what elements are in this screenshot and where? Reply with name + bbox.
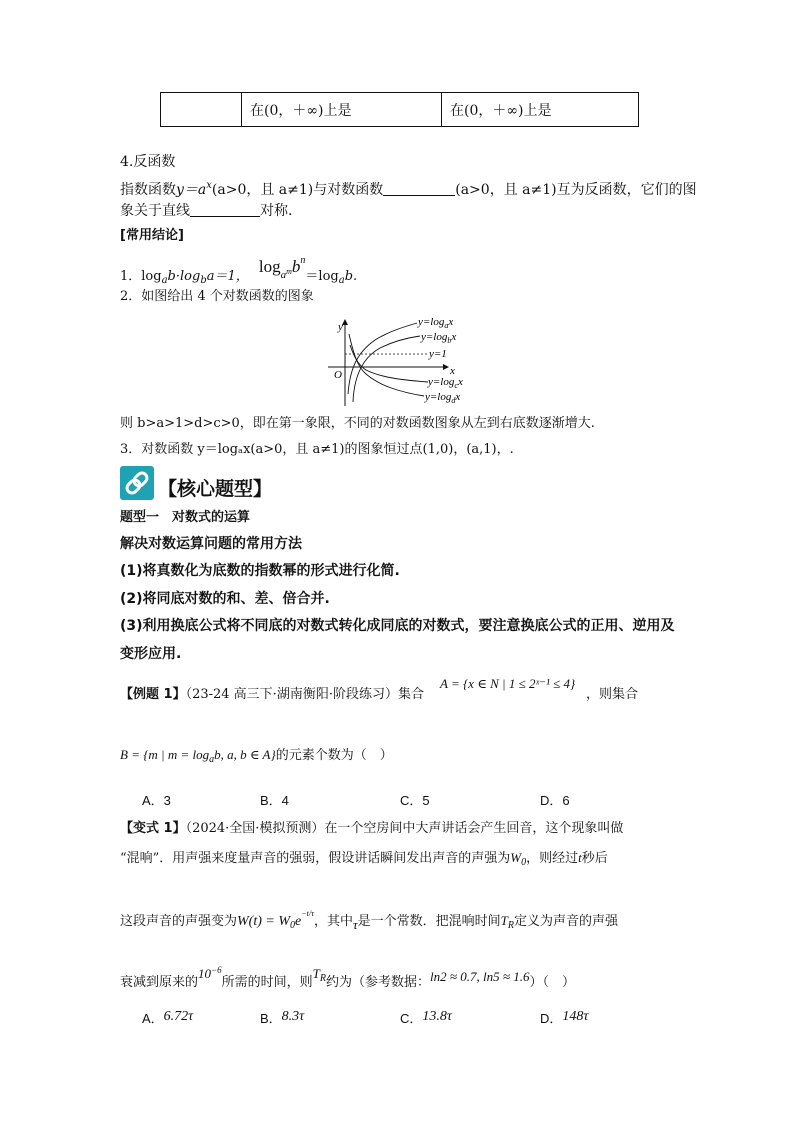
line-y1-label: y=1: [429, 348, 447, 360]
option-a[interactable]: A．3: [142, 793, 171, 808]
paragraph: 指数函数$y=a^x(a>0$，且 a≠1)与对数函数 (a>0，且 a≠1)互为反函数，它们的图: [120, 180, 697, 198]
curve-label-a: $y=\log_ax$: [418, 316, 454, 330]
option-d[interactable]: D．148τ: [540, 1009, 589, 1026]
example-1-line: 【例题 1】（23-24 高三下·湖南衡阳·阶段练习）集合: [120, 687, 424, 702]
option-d[interactable]: D．6: [540, 793, 570, 808]
option-c[interactable]: C．5: [400, 793, 430, 808]
conclusion-item-2: 2．如图给出 4 个对数函数的图象: [120, 289, 314, 304]
option-c[interactable]: C．13.8τ: [400, 1009, 452, 1026]
section-title: 4.反函数: [120, 154, 176, 170]
comparison-table: [160, 92, 639, 127]
decay-formula: $W(t) = W_0e^{-t/\tau}$: [237, 909, 314, 931]
table-cell: 在(0，＋∞)上是: [242, 93, 442, 127]
conclusion-item-2-note: 则 b>a>1>d>c>0，即在第一象限，不同的对数函数图象从左到右底数逐渐增大.: [120, 416, 595, 431]
question-type-title: 题型一 对数式的运算: [120, 510, 251, 525]
origin-label: O: [334, 369, 342, 381]
log-function-graph: [320, 312, 485, 408]
option-b[interactable]: B．4: [260, 793, 289, 808]
table-cell: 在(0，＋∞)上是: [442, 93, 639, 127]
core-heading: 【核心题型】: [158, 478, 273, 500]
variant-1-line: 【变式 1】（2024·全国·模拟预测）在一个空房间中大声讲话会产生回音，这个现象叫做: [120, 821, 624, 836]
method-item: 变形应用.: [120, 646, 182, 662]
curve-log-a: [353, 336, 420, 402]
curve-label-d: $y=\log_dx$: [425, 391, 461, 405]
method-item: (3)利用换底公式将不同底的对数式转化成同底的对数式，要注意换底公式的正用、逆用及: [120, 618, 675, 634]
method-item: (1)将真数化为底数的指数幂的形式进行化简.: [120, 563, 400, 579]
option-a[interactable]: A．6.72τ: [142, 1009, 194, 1026]
x-axis-label: x: [450, 365, 455, 377]
reference-data: ln2 ≈ 0.7, ln5 ≈ 1.6: [429, 969, 530, 984]
variant-1-line-4: 衰减到原来的$10^{-6}$所需的时间，则$T_R$约为（参考数据：ln2 ≈ 0.7, ln5 ≈ 1.6）（ ）: [120, 965, 575, 990]
method-item: (2)将同底对数的和、差、倍合并.: [120, 591, 330, 607]
set-A-formula: A = {x ∈ N | 1 ≤ 2ˣ⁻¹ ≤ 4}: [440, 676, 576, 691]
y-axis-label: y: [338, 321, 343, 333]
example-tag: 【例题 1】: [120, 687, 186, 702]
chain-link-icon: [120, 466, 154, 500]
curve-label-b: $y=\log_bx$: [421, 331, 457, 345]
table-cell: [161, 93, 242, 127]
methods-title: 解决对数运算问题的常用方法: [120, 536, 302, 552]
curve-log-c: [350, 345, 428, 382]
answer-blank[interactable]: [383, 181, 455, 196]
curve-log-b: [348, 323, 417, 394]
example-1-line-2: B = {m | $m = \log_ab$, a, b ∈ A}的元素个数为（ ）: [120, 747, 393, 765]
conclusion-item-3: 3．对数函数 y＝logₐx(a>0，且 a≠1)的图象恒过点(1,0)，(a,1)，.: [120, 442, 514, 457]
paragraph: 象关于直线 对称.: [120, 203, 293, 219]
set-B-formula: B = {m | $m = \log_ab$, a, b ∈ A}: [120, 747, 276, 765]
option-b[interactable]: B．8.3τ: [260, 1009, 305, 1026]
table-row: [161, 93, 639, 127]
variant-1-line-3: 这段声音的声强变为$W(t) = W_0e^{-t/\tau}$，其中τ是一个常数．把混响时间$T_R$定义为声音的声强: [120, 909, 618, 932]
section-header: [常用结论]: [120, 228, 184, 243]
curve-label-c: $y=\log_cx$: [428, 376, 463, 390]
variant-1-line-2: “混响”．用声强来度量声音的强弱，假设讲话瞬间发出声音的声强为$W_0$，则经过t秒后: [120, 850, 608, 868]
log-formula: $\log_{a^m}b^n$: [258, 255, 306, 281]
conclusion-item-1: 1．$\log_ab\cdot\log_ba=1$， $\log_{a^m}b^n=\log_ab$.: [120, 259, 357, 293]
variant-tag: 【变式 1】: [120, 821, 186, 836]
answer-blank[interactable]: [190, 202, 260, 217]
